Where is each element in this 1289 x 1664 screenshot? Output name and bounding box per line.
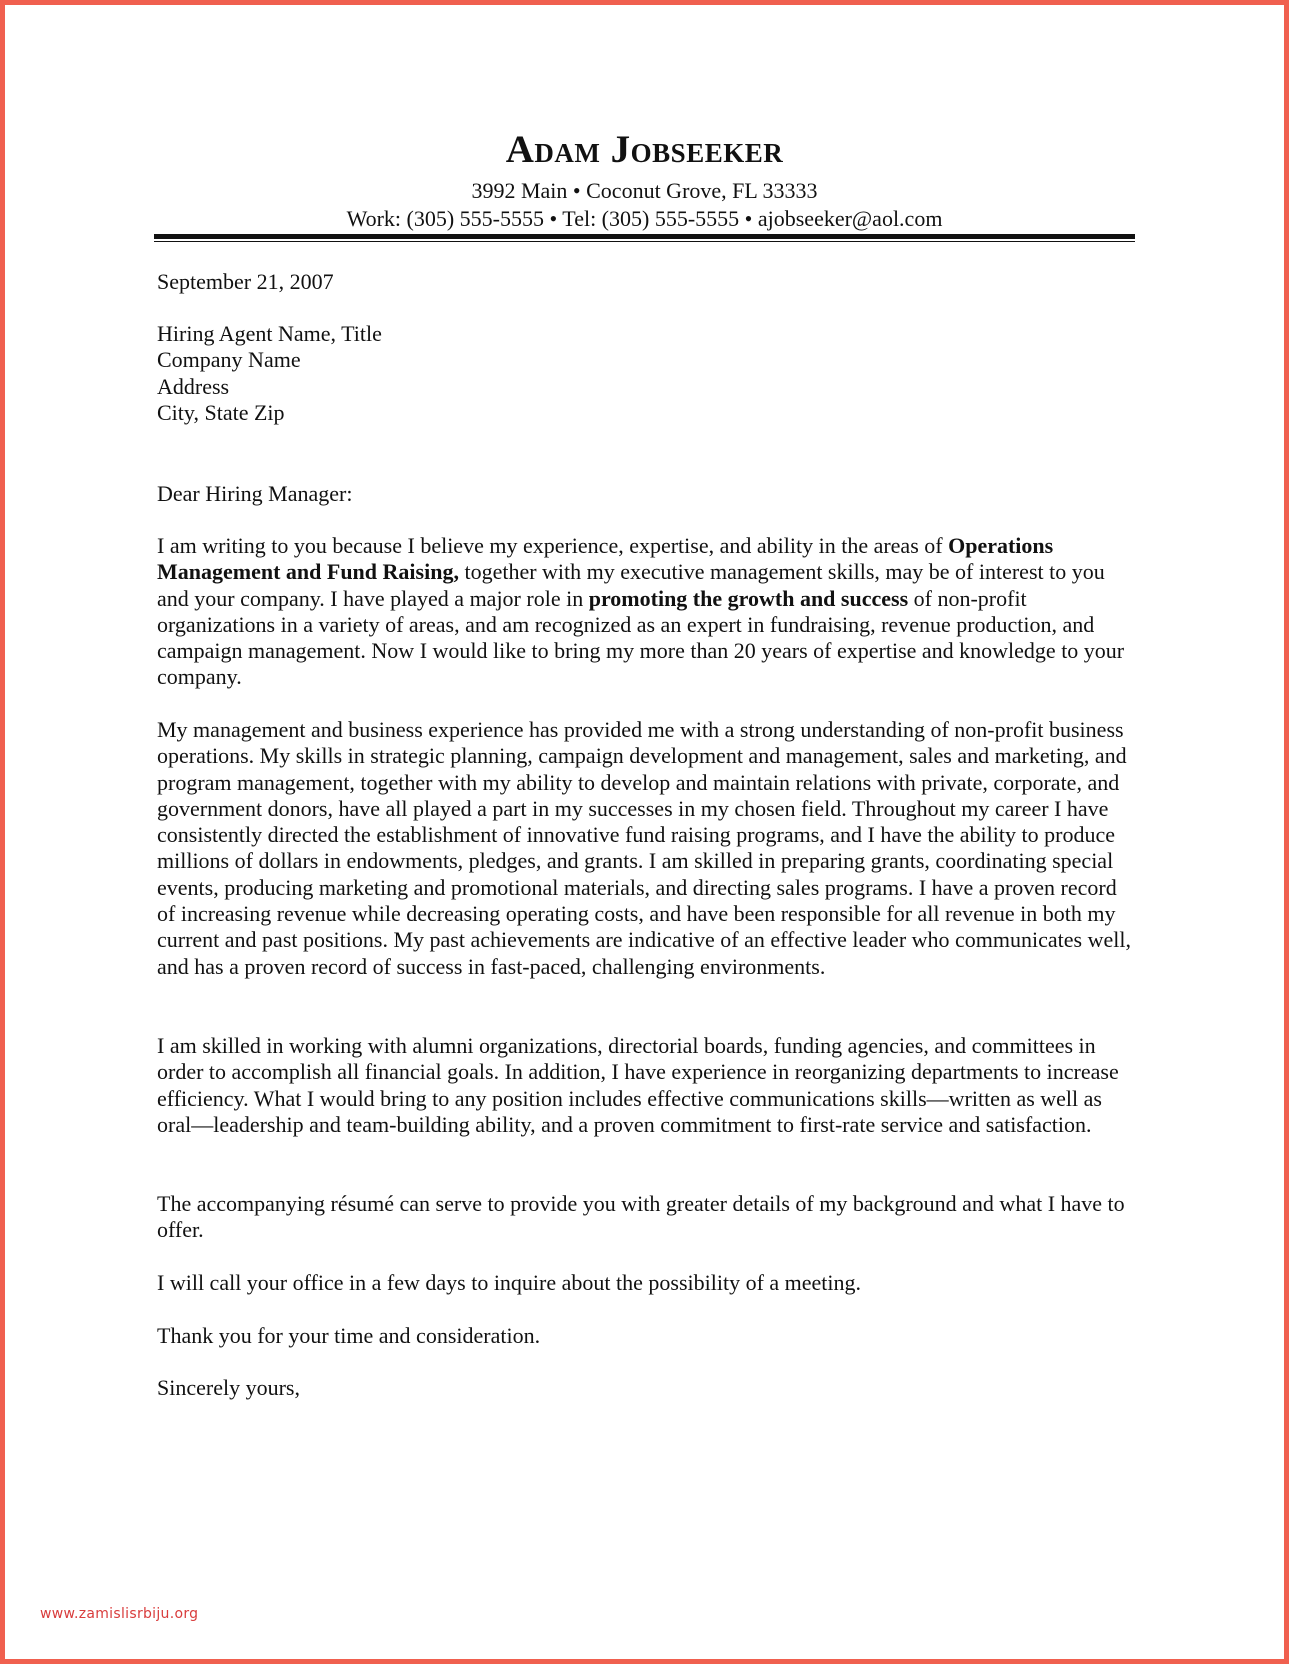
letterhead-address: 3992 Main • Coconut Grove, FL 33333 <box>471 178 818 203</box>
paragraph-6-text: Thank you for your time and consideration. <box>157 1323 541 1348</box>
salutation: Dear Hiring Manager: <box>157 481 353 506</box>
letterhead-name: Adam Jobseeker <box>505 128 784 171</box>
letterhead-rule-thin <box>154 241 1135 242</box>
paragraph-2 <box>157 717 1132 980</box>
recipient-street: Address <box>157 373 230 399</box>
paragraph-5 <box>157 1270 1132 1296</box>
recipient-address <box>157 321 1132 426</box>
paragraph-4 <box>157 1191 1132 1244</box>
paragraph-2-text: My management and business experience has provided me with a strong understanding of non-profit business operations. My skills in strategic planning, campaign development and management, sales and marketing, and program management, together with my ability to develop and maintain relations with private, corporate, and government donors, have all played a part in my successes in my chosen field. Throughout my career I have consistently directed the establishment of innovative fund raising programs, and I have the ability to produce millions of dollars in endowments, pledges, and grants. I am skilled in preparing grants, coordinating special events, producing marketing and promotional materials, and directing sales programs. I have a proven record of increasing revenue while decreasing operating costs, and have been responsible for all revenue in both my current and past positions. My past achievements are indicative of an effective leader who communicates well, and has a proven record of success in fast-paced, challenging environments. <box>157 717 1131 979</box>
paragraph-1-text-b: together with my executive management skills, may be of interest to you and your company. I have played a major role in <box>157 559 1105 611</box>
closing: Sincerely yours, <box>157 1375 300 1400</box>
paragraph-6 <box>157 1323 1132 1349</box>
recipient-name-title: Hiring Agent Name, Title <box>157 321 382 346</box>
paragraph-3 <box>157 1033 1132 1138</box>
paragraph-5-text: I will call your office in a few days to inquire about the possibility of a meeting. <box>157 1270 862 1295</box>
letterhead-rule-thick <box>154 234 1135 239</box>
paragraph-1-text-c: of non-profit organizations in a variety of areas, and am recognized as an expert in fundraising, revenue production, and campaign management. Now I would like to bring my more than 20 years of expertise and knowledge to your company. <box>157 585 1125 690</box>
watermark-link[interactable]: www.zamislisrbiju.org <box>40 1606 199 1622</box>
paragraph-1-bold-a: Operations Management and Fund Raising, <box>157 533 1054 585</box>
paragraph-1-bold-b: promoting the growth and success <box>588 585 909 611</box>
paragraph-1-text-a: I am writing to you because I believe my experience, expertise, and ability in the areas of <box>157 533 949 558</box>
paragraph-4-text: The accompanying résumé can serve to provide you with greater details of my background and what I have to offer. <box>157 1191 1125 1243</box>
recipient-company: Company Name <box>157 347 301 373</box>
letterhead-contact: Work: (305) 555-5555 • Tel: (305) 555-5555 • ajobseeker@aol.com <box>346 206 943 231</box>
letter-date: September 21, 2007 <box>157 269 334 294</box>
recipient-city-state-zip: City, State Zip <box>157 399 285 425</box>
paragraph-1 <box>157 533 1132 691</box>
paragraph-3-text: I am skilled in working with alumni organizations, directorial boards, funding agencies, and committees in order to accomplish all financial goals. In addition, I have experience in reorganizing departments to increase efficiency. What I would bring to any position includes effective communications skills—written as well as oral—leadership and team-building ability, and a proven commitment to first-rate service and satisfaction. <box>157 1033 1119 1137</box>
